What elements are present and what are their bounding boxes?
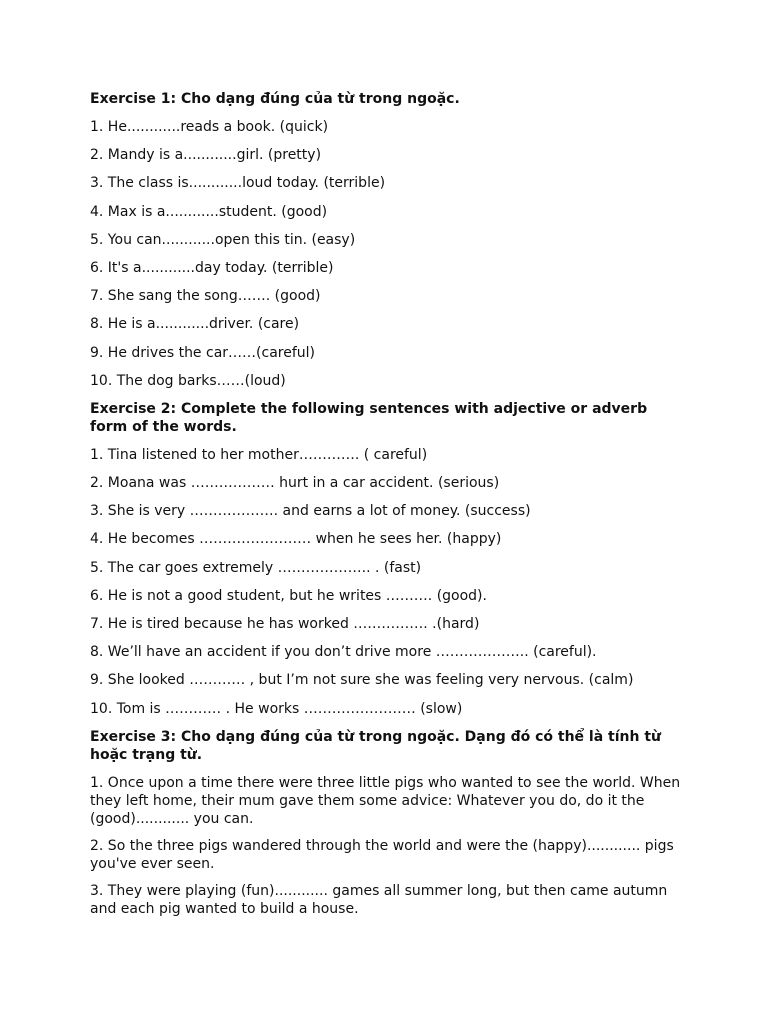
- exercise-2-item: 1. Tina listened to her mother…………. ( careful): [90, 446, 428, 463]
- exercise-2-item: 3. She is very ………………. and earns a lot of money. (success): [90, 503, 531, 520]
- exercise-1-item: 6. It's a............day today. (terrible): [90, 259, 334, 276]
- exercise-2-item: 4. He becomes …………………… when he sees her. (happy): [90, 531, 502, 548]
- exercise-2-item: 5. The car goes extremely ……………….. . (fast): [90, 559, 422, 576]
- exercise-1-item: 10. The dog barks……(loud): [90, 372, 286, 389]
- exercise-3-item: 1. Once upon a time there were three little pigs who wanted to see the world. When they left home, their mum gave them some advice: Whatever you do, do it the (good)............ you can.: [90, 774, 681, 827]
- exercise-1-item: 1. He............reads a book. (quick): [90, 119, 329, 135]
- exercise-3-item: 2. So the three pigs wandered through the world and were the (happy)............ pigs you've ever seen.: [90, 837, 674, 872]
- exercise-2-item: 10. Tom is ………… . He works …………………… (slow): [90, 700, 463, 717]
- exercise-1-heading: Exercise 1: Cho dạng đúng của từ trong ngoặc.: [90, 91, 460, 107]
- exercise-1-item: 5. You can............open this tin. (easy): [90, 231, 356, 248]
- exercise-2-item: 9. She looked ………… , but I’m not sure she was feeling very nervous. (calm): [90, 672, 634, 689]
- exercise-1-item: 3. The class is............loud today. (terrible): [90, 175, 386, 192]
- exercise-3-item: 3. They were playing (fun)............ games all summer long, but then came autumn and each pig wanted to build a house.: [90, 882, 668, 917]
- exercise-2-item: 8. We’ll have an accident if you don’t drive more ……………….. (careful).: [90, 644, 597, 661]
- exercise-1-item: 4. Max is a............student. (good): [90, 203, 328, 220]
- exercise-2-item: 7. He is tired because he has worked ……………. .(hard): [90, 616, 480, 632]
- exercise-1-item: 7. She sang the song……. (good): [90, 288, 321, 305]
- exercise-1-item: 9. He drives the car……(careful): [90, 344, 315, 361]
- exercise-2-item: 2. Moana was ……………… hurt in a car accident. (serious): [90, 475, 500, 492]
- exercise-1-item: 8. He is a............driver. (care): [90, 316, 300, 333]
- worksheet-content: [90, 90, 682, 927]
- exercise-3-heading: Exercise 3: Cho dạng đúng của từ trong ngoặc. Dạng đó có thể là tính từ hoặc trạng từ.: [90, 728, 662, 763]
- exercise-1-item: 2. Mandy is a............girl. (pretty): [90, 147, 322, 164]
- exercise-2-heading: Exercise 2: Complete the following sentences with adjective or adverb form of the words.: [90, 400, 648, 435]
- exercise-2-item: 6. He is not a good student, but he writes ………. (good).: [90, 587, 487, 604]
